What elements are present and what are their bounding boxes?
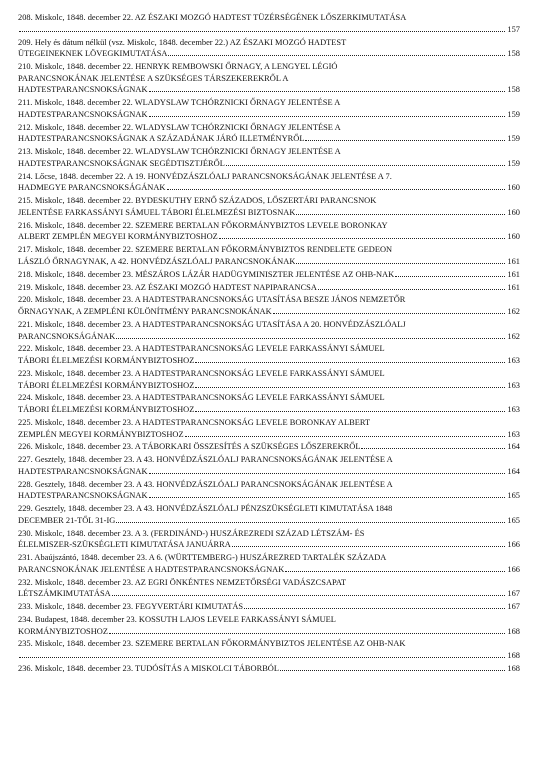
dot-leader: [296, 262, 505, 264]
toc-entry-last-line: [18, 650, 520, 662]
dot-leader: [296, 213, 505, 215]
toc-entry-title: 209. Hely és dátum nélkül (vsz. Miskolc, 1848. december 22.) AZ ÉSZAKI MOZGÓ HADTEST: [18, 37, 347, 47]
page-number: 165: [507, 491, 520, 501]
toc-entry-title: LÉTSZÁMKIMUTATÁSA: [18, 589, 111, 599]
toc-entry-title: 229. Gesztely, 1848. december 23. A 43. HONVÉDZÁSZLÓALJ PÉNZSZÜKSÉGLETI KIMUTATÁSA 1848: [18, 504, 393, 514]
dot-leader: [244, 607, 505, 609]
toc-entry-last-line: [18, 331, 520, 343]
toc-entry-last-line: [18, 158, 520, 170]
toc-entry: [18, 195, 520, 218]
toc-entry-title: 216. Miskolc, 1848. december 22. SZEMERE BERTALAN FŐKORMÁNYBIZTOS LEVELE BORONKAY: [18, 220, 388, 230]
dot-leader: [280, 669, 505, 671]
toc-entry-title: HADTESTPARANCSNOKSÁGNAK: [18, 109, 148, 119]
toc-entry-last-line: [18, 282, 520, 294]
toc-entry: [18, 454, 520, 477]
dot-leader: [219, 237, 506, 239]
toc-entry-title: 215. Miskolc, 1848. december 22. BYDESKUTHY ERNŐ SZÁZADOS, LŐSZERTÁRI PARANCSNOK: [18, 196, 377, 206]
toc-entry-title: JELENTÉSE FARKASSÁNYI SÁMUEL TÁBORI ÉLELMEZÉSI BIZTOSNAK: [18, 207, 296, 217]
toc-entry-last-line: [18, 84, 520, 96]
dot-leader: [149, 115, 506, 117]
toc-entry-last-line: [18, 404, 520, 416]
toc-entry-last-line: [18, 539, 520, 551]
toc-entry-title: HADTESTPARANCSNOKSÁGNAK SEGÉDTISZTJÉRŐL: [18, 158, 225, 168]
toc-entry-title: HADTESTPARANCSNOKSÁGNAK: [18, 85, 148, 95]
toc-entry-title: 230. Miskolc, 1848. december 23. A 3. (FERDINÁND-) HUSZÁREZREDI SZÁZAD LÉTSZÁM- ÉS: [18, 528, 365, 538]
page-number: 162: [507, 307, 520, 316]
toc-entry-title: 217. Miskolc, 1848. december 22. SZEMERE BERTALAN FŐKORMÁNYBIZTOS RENDELETE GEDEON: [18, 245, 393, 255]
toc-entry: [18, 368, 520, 391]
toc-entry-title: 223. Miskolc, 1848. december 23. A HADTESTPARANCSNOKSÁG LEVELE FARKASSÁNYI SÁMUEL: [18, 368, 385, 378]
dot-leader: [149, 496, 506, 498]
toc-entry-title: 218. Miskolc, 1848. december 23. MÉSZÁROS LÁZÁR HADÜGYMINISZTER JELENTÉSE AZ OHB-NAK: [18, 269, 395, 279]
toc-entry: [18, 269, 520, 281]
toc-entry-title: 212. Miskolc, 1848. december 22. WLADYSLAW TCHÓRZNICKI ŐRNAGY JELENTÉSE A: [18, 122, 341, 132]
toc-entry: [18, 614, 520, 637]
toc-entry-title: HADTESTPARANCSNOKSÁGNAK: [18, 491, 148, 501]
toc-entry: [18, 61, 520, 96]
page-number: 168: [507, 663, 520, 673]
toc-entry-last-line: [18, 626, 520, 638]
toc-entry: [18, 319, 520, 342]
toc-entry-last-line: [18, 429, 520, 441]
dot-leader: [19, 30, 505, 32]
dot-leader: [116, 521, 505, 523]
toc-entry-last-line: [18, 466, 520, 478]
toc-entry-last-line: [18, 231, 520, 243]
dot-leader: [112, 594, 506, 596]
toc-entry: [18, 503, 520, 526]
toc-entry-title: 228. Gesztely, 1848. december 23. A 43. HONVÉDZÁSZLÓALJ PARANCSNOKSÁGÁNAK JELENTÉSE A: [18, 479, 393, 489]
dot-leader: [195, 386, 505, 388]
toc-entry-title: 225. Miskolc, 1848. december 23. A HADTESTPARANCSNOKSÁG LEVELE BORONKAY ALBERT: [18, 417, 371, 427]
toc-entry-title: HADTESTPARANCSNOKSÁGNAK: [18, 466, 148, 476]
toc-entry-title: TÁBORI ÉLELMEZÉSI KORMÁNYBIZTOSHOZ: [18, 405, 195, 414]
page-number: 167: [507, 589, 520, 599]
toc-entry-title: 236. Miskolc, 1848. december 23. TUDÓSÍTÁS A MISKOLCI TÁBORBÓL: [18, 663, 280, 673]
toc-entry-last-line: [18, 182, 520, 194]
toc-entry: [18, 294, 520, 317]
toc-entry-title: ALBERT ZEMPLÉN MEGYEI KORMÁNYBIZTOSHOZ: [18, 232, 218, 242]
page-number: 168: [507, 651, 520, 661]
toc-entry-title: KORMÁNYBIZTOSHOZ: [18, 626, 108, 636]
toc-entry-last-line: [18, 48, 520, 60]
toc-entry-title: PARANCSNOKSÁGÁNAK: [18, 331, 116, 341]
toc-entry: [18, 12, 520, 35]
page-number: 168: [507, 626, 520, 636]
toc-entry: [18, 392, 520, 415]
toc-entry-last-line: [18, 24, 520, 36]
toc-entry: [18, 122, 520, 145]
toc-entry-title: 231. Abaújszántó, 1848. december 23. A 6. (WÜRTTEMBERG-) HUSZÁREZRED TARTALÉK SZÁZADA: [18, 553, 387, 563]
toc-entry-title: 219. Miskolc, 1848. december 23. AZ ÉSZAKI MOZGÓ HADTEST NAPIPARANCSA: [18, 282, 317, 292]
dot-leader: [109, 632, 505, 634]
toc-entry: [18, 441, 520, 453]
toc-entry-last-line: [18, 256, 520, 268]
toc-entry-title: HADTESTPARANCSNOKSÁGNAK A SZÁZADÁNAK JÁRÓ ILLETMÉNYRŐL: [18, 134, 305, 144]
page-number: 160: [507, 183, 520, 193]
toc-entry-title: 226. Miskolc, 1848. december 23. A TÁBORKARI ÖSSZESÍTÉS A SZÜKSÉGES LŐSZEREKRŐL: [18, 442, 361, 452]
toc-entry-title: TÁBORI ÉLELMEZÉSI KORMÁNYBIZTOSHOZ: [18, 380, 195, 390]
toc-entry: [18, 146, 520, 169]
toc-entry: [18, 528, 520, 551]
toc-entry-title: 233. Miskolc, 1848. december 23. FEGYVERTÁRI KIMUTATÁS: [18, 602, 244, 612]
toc-entry-title: LÁSZLÓ ŐRNAGYNAK, A 42. HONVÉDZÁSZLÓALJ PARANCSNOKÁNAK: [18, 256, 296, 266]
toc-entry-title: 214. Lőcse, 1848. december 22. A 19. HONVÉDZÁSZLÓALJ PARANCSNOKSÁGÁNAK JELENTÉSE A 7.: [18, 171, 392, 181]
toc-entry-last-line: [18, 663, 520, 675]
toc-entry-last-line: [18, 207, 520, 219]
toc-entry-title: 235. Miskolc, 1848. december 23. SZEMERE BERTALAN FŐKORMÁNYBIZTOS JELENTÉSE AZ OHB-NAK: [18, 639, 406, 649]
toc-entry: [18, 244, 520, 267]
toc-entry-title: 222. Miskolc, 1848. december 23. A HADTESTPARANCSNOKSÁG LEVELE FARKASSÁNYI SÁMUEL: [18, 344, 385, 354]
dot-leader: [305, 139, 505, 141]
toc-entry-last-line: [18, 380, 520, 392]
toc-entry-title: 234. Budapest, 1848. december 23. KOSSUTH LAJOS LEVELE FARKASSÁNYI SÁMUEL: [18, 614, 336, 624]
toc-entry-last-line: [18, 515, 520, 527]
page-number: 163: [507, 356, 520, 365]
toc-entry-title: 232. Miskolc, 1848. december 23. AZ EGRI ÖNKÉNTES NEMZETŐRSÉGI VADÁSZCSAPAT: [18, 577, 347, 587]
toc-entry: [18, 479, 520, 502]
dot-leader: [318, 288, 505, 290]
toc-entry: [18, 171, 520, 194]
dot-leader: [361, 447, 505, 449]
toc-entry-title: DECEMBER 21-TŐL 31-IG: [18, 515, 116, 525]
toc-entry-last-line: [18, 564, 520, 576]
dot-leader: [168, 54, 505, 56]
toc-entry-title: ÉLELMISZER-SZÜKSÉGLETI KIMUTATÁSA JANUÁRRA: [18, 540, 231, 550]
page-number: 163: [507, 429, 520, 439]
page-number: 161: [507, 269, 520, 279]
toc-entry: [18, 601, 520, 613]
toc-entry-last-line: [18, 588, 520, 600]
page-number: 167: [507, 602, 520, 612]
page-number: 165: [507, 515, 520, 525]
toc-entry-last-line: [18, 306, 520, 318]
page-number: 163: [507, 380, 520, 390]
toc-entry-last-line: [18, 355, 520, 367]
page-number: 159: [507, 109, 520, 119]
page-number: 160: [507, 207, 520, 217]
toc-entry: [18, 220, 520, 243]
dot-leader: [232, 545, 506, 547]
toc-entry-last-line: [18, 441, 520, 453]
toc-entry-last-line: [18, 109, 520, 121]
dot-leader: [116, 337, 505, 339]
toc-entry: [18, 663, 520, 675]
toc-entry: [18, 577, 520, 600]
toc-entry-title: 220. Miskolc, 1848. december 23. A HADTESTPARANCSNOKSÁG UTASÍTÁSA BESZE JÁNOS NEMZETŐR: [18, 295, 406, 305]
toc-entry-title: 213. Miskolc, 1848. december 22. WLADYSLAW TCHÓRZNICKI ŐRNAGY JELENTÉSE A: [18, 147, 341, 157]
page-number: 160: [507, 232, 520, 242]
dot-leader: [19, 656, 505, 658]
toc-entry-title: 211. Miskolc, 1848. december 22. WLADYSLAW TCHÓRZNICKI ŐRNAGY JELENTÉSE A: [18, 98, 341, 108]
toc-entry-last-line: [18, 133, 520, 145]
page-number: 164: [507, 466, 520, 476]
page-number: 159: [507, 158, 520, 168]
dot-leader: [195, 361, 505, 363]
page-number: 166: [507, 540, 520, 550]
toc-entry: [18, 343, 520, 366]
toc-entry: [18, 638, 520, 661]
dot-leader: [273, 312, 506, 314]
toc-entry: [18, 552, 520, 575]
toc-entry-last-line: [18, 601, 520, 613]
page-number: 157: [507, 24, 520, 34]
dot-leader: [185, 435, 506, 437]
toc-entry-last-line: [18, 490, 520, 502]
toc-entry-title: ÜTEGEINEKNEK LÖVEGKIMUTATÁSA: [18, 49, 168, 59]
toc-entry-title: TÁBORI ÉLELMEZÉSI KORMÁNYBIZTOSHOZ: [18, 356, 195, 365]
toc-entry-title: PARANCSNOKÁNAK JELENTÉSE A HADTESTPARANCSNOKSÁGNAK: [18, 564, 285, 574]
toc-entry-title: 221. Miskolc, 1848. december 23. A HADTESTPARANCSNOKSÁG UTASÍTÁSA A 20. HONVÉDZÁSZLÓALJ: [18, 319, 406, 329]
page-number: 161: [507, 256, 520, 266]
table-of-contents: [18, 12, 520, 676]
dot-leader: [395, 275, 505, 277]
toc-entry-title: 208. Miskolc, 1848. december 22. AZ ÉSZAKI MOZGÓ HADTEST TÜZÉRSÉGÉNEK LŐSZERKIMUTATÁSA: [18, 13, 407, 22]
toc-entry-title: 227. Gesztely, 1848. december 23. A 43. HONVÉDZÁSZLÓALJ PARANCSNOKSÁGÁNAK JELENTÉSE A: [18, 455, 393, 465]
toc-entry-title: ZEMPLÉN MEGYEI KORMÁNYBIZTOSHOZ: [18, 429, 184, 439]
toc-entry-title: PARANCSNOKÁNAK JELENTÉSE A SZÜKSÉGES TÁRSZEKEREKRŐL A: [18, 73, 289, 83]
dot-leader: [226, 164, 506, 166]
toc-entry-last-line: [18, 269, 520, 281]
dot-leader: [149, 472, 506, 474]
page-number: 166: [507, 564, 520, 574]
page-number: 164: [507, 442, 520, 452]
page-number: 163: [507, 405, 520, 414]
dot-leader: [149, 90, 506, 92]
page-number: 159: [507, 134, 520, 144]
page-number: 161: [507, 282, 520, 292]
toc-entry-title: HADMEGYE PARANCSNOKSÁGÁNAK: [18, 183, 166, 193]
toc-entry: [18, 282, 520, 294]
dot-leader: [167, 188, 506, 190]
page-number: 158: [507, 49, 520, 59]
toc-entry-title: ŐRNAGYNAK, A ZEMPLÉNI KÜLÖNÍTMÉNY PARANCSNOKÁNAK: [18, 307, 272, 316]
dot-leader: [285, 570, 505, 572]
toc-entry: [18, 97, 520, 120]
toc-entry: [18, 37, 520, 60]
dot-leader: [195, 410, 505, 412]
page-number: 162: [507, 331, 520, 341]
page-number: 158: [507, 85, 520, 95]
toc-entry: [18, 417, 520, 440]
toc-entry-title: 210. Miskolc, 1848. december 22. HENRYK REMBOWSKI ŐRNAGY, A LENGYEL LÉGIÓ: [18, 62, 338, 71]
toc-entry-title: 224. Miskolc, 1848. december 23. A HADTESTPARANCSNOKSÁG LEVELE FARKASSÁNYI SÁMUEL: [18, 393, 385, 403]
